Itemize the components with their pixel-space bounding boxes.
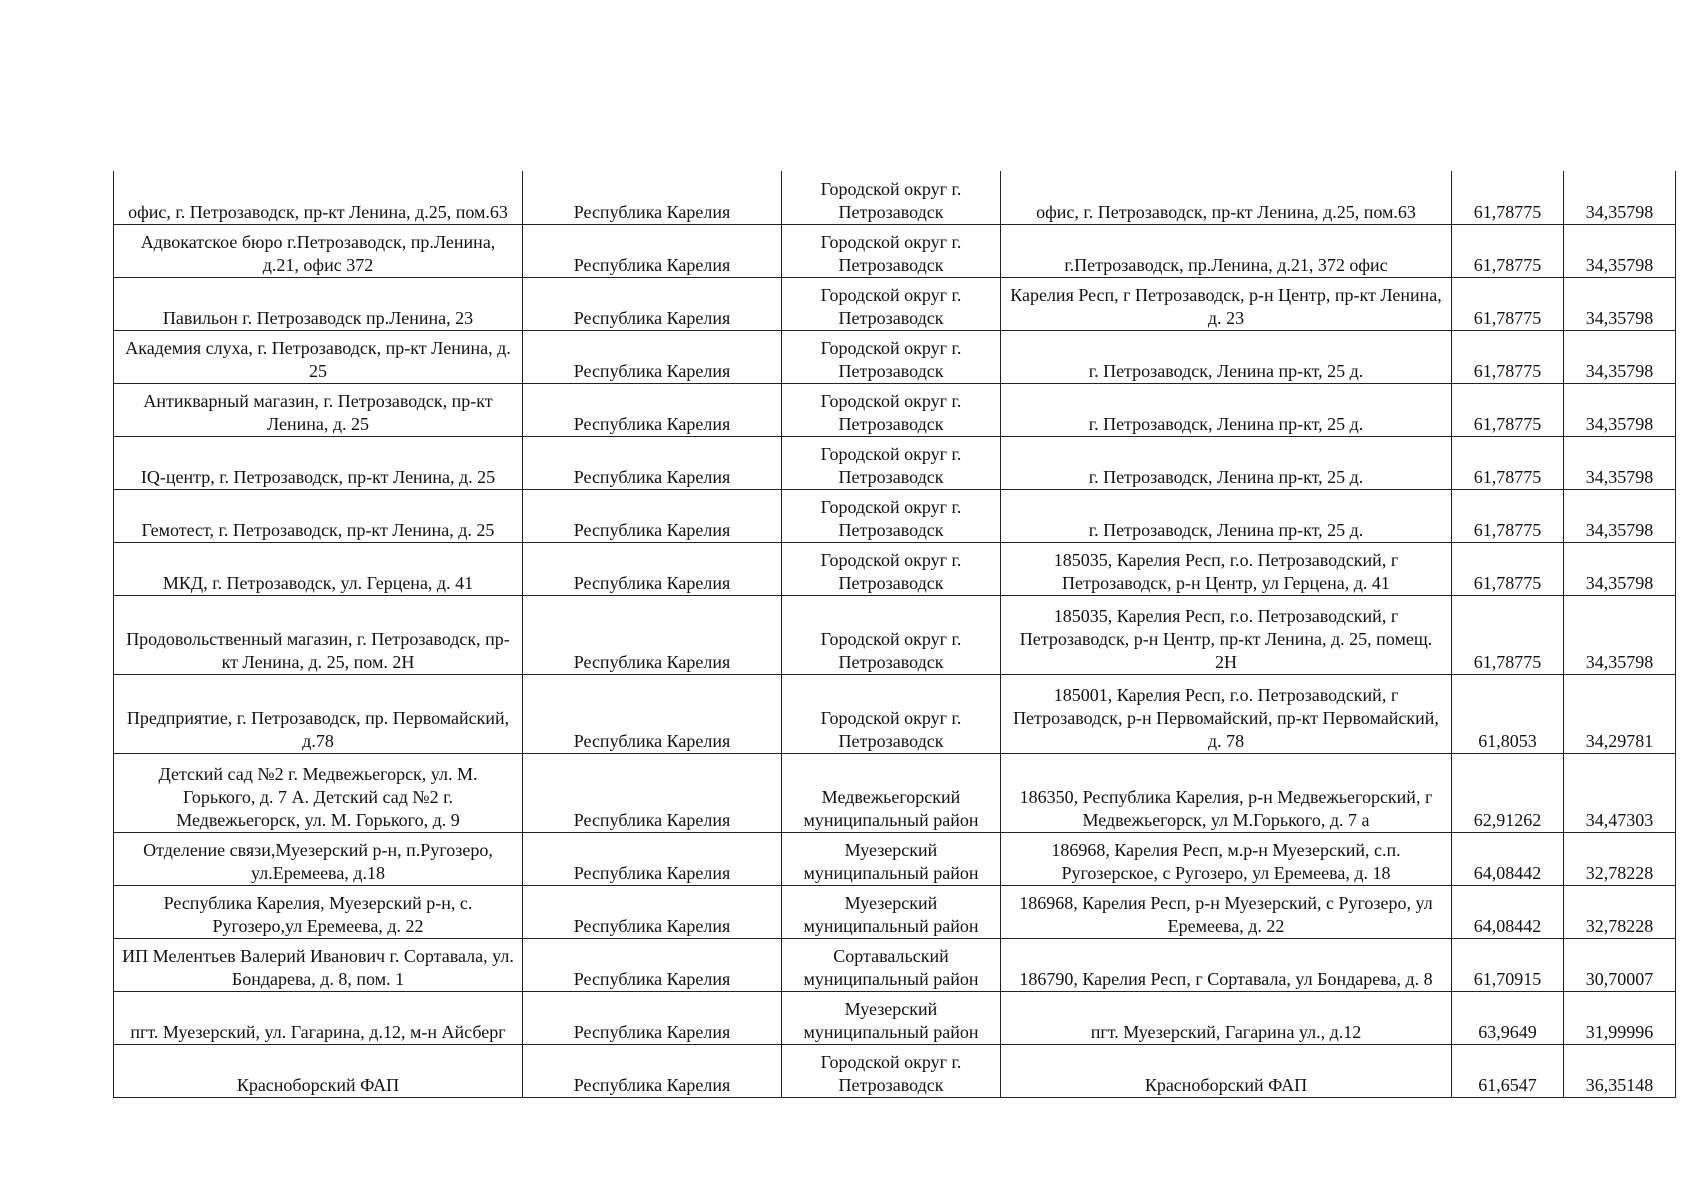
cell-name: Красноборский ФАП xyxy=(114,1044,523,1097)
table-row xyxy=(114,674,1676,753)
cell-name: Антикварный магазин, г. Петрозаводск, пр-кт Ленина, д. 25 xyxy=(114,383,523,436)
cell-name: Продовольственный магазин, г. Петрозаводск, пр-кт Ленина, д. 25, пом. 2Н xyxy=(114,595,523,674)
cell-region: Республика Карелия xyxy=(523,277,782,330)
cell-region: Республика Карелия xyxy=(523,489,782,542)
cell-latitude: 61,78775 xyxy=(1452,489,1564,542)
cell-longitude: 34,35798 xyxy=(1564,277,1676,330)
cell-latitude: 62,91262 xyxy=(1452,753,1564,832)
cell-address: 185035, Карелия Респ, г.о. Петрозаводский, г Петрозаводск, р-н Центр, пр-кт Ленина, д. 25, помещ. 2Н xyxy=(1001,595,1452,674)
table-row xyxy=(114,1044,1676,1097)
cell-district: Муезерский муниципальный район xyxy=(782,885,1001,938)
cell-region: Республика Карелия xyxy=(523,595,782,674)
cell-district: Городской округ г. Петрозаводск xyxy=(782,436,1001,489)
cell-region: Республика Карелия xyxy=(523,436,782,489)
table-row xyxy=(114,330,1676,383)
cell-region: Республика Карелия xyxy=(523,991,782,1044)
cell-name: Детский сад №2 г. Медвежьегорск, ул. М. Горького, д. 7 А. Детский сад №2 г. Медвежьегорск, ул. М. Горького, д. 9 xyxy=(114,753,523,832)
cell-address: 185035, Карелия Респ, г.о. Петрозаводский, г Петрозаводск, р-н Центр, ул Герцена, д. 41 xyxy=(1001,542,1452,595)
cell-longitude: 32,78228 xyxy=(1564,885,1676,938)
cell-address: 186968, Карелия Респ, р-н Муезерский, с Ругозеро, ул Еремеева, д. 22 xyxy=(1001,885,1452,938)
cell-region: Республика Карелия xyxy=(523,224,782,277)
cell-district: Городской округ г. Петрозаводск xyxy=(782,171,1001,224)
cell-latitude: 61,78775 xyxy=(1452,277,1564,330)
cell-longitude: 36,35148 xyxy=(1564,1044,1676,1097)
cell-name: Предприятие, г. Петрозаводск, пр. Первомайский, д.78 xyxy=(114,674,523,753)
cell-name: Республика Карелия, Муезерский р-н, с. Ругозеро,ул Еремеева, д. 22 xyxy=(114,885,523,938)
table-row xyxy=(114,542,1676,595)
cell-longitude: 31,99996 xyxy=(1564,991,1676,1044)
table-row xyxy=(114,885,1676,938)
cell-address: 186350, Республика Карелия, р-н Медвежьегорский, г Медвежьегорск, ул М.Горького, д. 7 а xyxy=(1001,753,1452,832)
table-row xyxy=(114,436,1676,489)
cell-address: 186968, Карелия Респ, м.р-н Муезерский, с.п. Ругозерское, с Ругозеро, ул Еремеева, д. 18 xyxy=(1001,832,1452,885)
table-row xyxy=(114,383,1676,436)
cell-district: Городской округ г. Петрозаводск xyxy=(782,1044,1001,1097)
cell-region: Республика Карелия xyxy=(523,674,782,753)
cell-latitude: 61,78775 xyxy=(1452,436,1564,489)
table-row xyxy=(114,595,1676,674)
cell-name: IQ-центр, г. Петрозаводск, пр-кт Ленина, д. 25 xyxy=(114,436,523,489)
cell-longitude: 34,29781 xyxy=(1564,674,1676,753)
cell-district: Муезерский муниципальный район xyxy=(782,991,1001,1044)
cell-latitude: 61,78775 xyxy=(1452,383,1564,436)
cell-district: Медвежьегорский муниципальный район xyxy=(782,753,1001,832)
cell-address: г. Петрозаводск, Ленина пр-кт, 25 д. xyxy=(1001,436,1452,489)
cell-district: Городской округ г. Петрозаводск xyxy=(782,277,1001,330)
cell-name: ИП Мелентьев Валерий Иванович г. Сортавала, ул. Бондарева, д. 8, пом. 1 xyxy=(114,938,523,991)
cell-district: Городской округ г. Петрозаводск xyxy=(782,595,1001,674)
cell-region: Республика Карелия xyxy=(523,542,782,595)
cell-latitude: 61,78775 xyxy=(1452,224,1564,277)
cell-district: Городской округ г. Петрозаводск xyxy=(782,224,1001,277)
cell-address: офис, г. Петрозаводск, пр-кт Ленина, д.25, пом.63 xyxy=(1001,171,1452,224)
table-row xyxy=(114,753,1676,832)
cell-district: Городской округ г. Петрозаводск xyxy=(782,674,1001,753)
cell-latitude: 64,08442 xyxy=(1452,832,1564,885)
cell-latitude: 64,08442 xyxy=(1452,885,1564,938)
cell-address: пгт. Муезерский, Гагарина ул., д.12 xyxy=(1001,991,1452,1044)
cell-district: Городской округ г. Петрозаводск xyxy=(782,489,1001,542)
cell-longitude: 34,35798 xyxy=(1564,436,1676,489)
cell-name: пгт. Муезерский, ул. Гагарина, д.12, м-н Айсберг xyxy=(114,991,523,1044)
cell-name: офис, г. Петрозаводск, пр-кт Ленина, д.25, пом.63 xyxy=(114,171,523,224)
cell-longitude: 30,70007 xyxy=(1564,938,1676,991)
cell-district: Городской округ г. Петрозаводск xyxy=(782,383,1001,436)
cell-name: Адвокатское бюро г.Петрозаводск, пр.Ленина, д.21, офис 372 xyxy=(114,224,523,277)
cell-latitude: 61,6547 xyxy=(1452,1044,1564,1097)
cell-longitude: 32,78228 xyxy=(1564,832,1676,885)
cell-name: Павильон г. Петрозаводск пр.Ленина, 23 xyxy=(114,277,523,330)
cell-address: г. Петрозаводск, Ленина пр-кт, 25 д. xyxy=(1001,383,1452,436)
table-row xyxy=(114,489,1676,542)
cell-address: Красноборский ФАП xyxy=(1001,1044,1452,1097)
cell-region: Республика Карелия xyxy=(523,171,782,224)
table-row xyxy=(114,991,1676,1044)
cell-name: Академия слуха, г. Петрозаводск, пр-кт Ленина, д. 25 xyxy=(114,330,523,383)
cell-longitude: 34,35798 xyxy=(1564,383,1676,436)
cell-longitude: 34,35798 xyxy=(1564,595,1676,674)
cell-longitude: 34,35798 xyxy=(1564,171,1676,224)
table-row xyxy=(114,171,1676,224)
cell-latitude: 61,8053 xyxy=(1452,674,1564,753)
cell-region: Республика Карелия xyxy=(523,383,782,436)
cell-latitude: 61,78775 xyxy=(1452,542,1564,595)
cell-name: МКД, г. Петрозаводск, ул. Герцена, д. 41 xyxy=(114,542,523,595)
cell-address: г.Петрозаводск, пр.Ленина, д.21, 372 офис xyxy=(1001,224,1452,277)
cell-region: Республика Карелия xyxy=(523,832,782,885)
table-row xyxy=(114,224,1676,277)
cell-region: Республика Карелия xyxy=(523,1044,782,1097)
cell-address: 186790, Карелия Респ, г Сортавала, ул Бондарева, д. 8 xyxy=(1001,938,1452,991)
cell-region: Республика Карелия xyxy=(523,753,782,832)
cell-longitude: 34,35798 xyxy=(1564,224,1676,277)
cell-address: г. Петрозаводск, Ленина пр-кт, 25 д. xyxy=(1001,489,1452,542)
cell-region: Республика Карелия xyxy=(523,885,782,938)
cell-latitude: 61,78775 xyxy=(1452,171,1564,224)
cell-address: Карелия Респ, г Петрозаводск, р-н Центр, пр-кт Ленина, д. 23 xyxy=(1001,277,1452,330)
address-table xyxy=(113,171,1676,1098)
table-row xyxy=(114,832,1676,885)
cell-name: Гемотест, г. Петрозаводск, пр-кт Ленина, д. 25 xyxy=(114,489,523,542)
cell-region: Республика Карелия xyxy=(523,330,782,383)
cell-longitude: 34,35798 xyxy=(1564,489,1676,542)
cell-longitude: 34,35798 xyxy=(1564,542,1676,595)
cell-latitude: 61,70915 xyxy=(1452,938,1564,991)
cell-district: Городской округ г. Петрозаводск xyxy=(782,330,1001,383)
cell-latitude: 61,78775 xyxy=(1452,595,1564,674)
cell-district: Муезерский муниципальный район xyxy=(782,832,1001,885)
cell-longitude: 34,35798 xyxy=(1564,330,1676,383)
cell-name: Отделение связи,Муезерский р-н, п.Ругозеро, ул.Еремеева, д.18 xyxy=(114,832,523,885)
table-row xyxy=(114,277,1676,330)
cell-address: 185001, Карелия Респ, г.о. Петрозаводский, г Петрозаводск, р-н Первомайский, пр-кт Первомайский, д. 78 xyxy=(1001,674,1452,753)
cell-latitude: 61,78775 xyxy=(1452,330,1564,383)
table-body xyxy=(114,171,1676,1097)
table-row xyxy=(114,938,1676,991)
cell-region: Республика Карелия xyxy=(523,938,782,991)
cell-latitude: 63,9649 xyxy=(1452,991,1564,1044)
cell-district: Сортавальский муниципальный район xyxy=(782,938,1001,991)
cell-longitude: 34,47303 xyxy=(1564,753,1676,832)
cell-district: Городской округ г. Петрозаводск xyxy=(782,542,1001,595)
cell-address: г. Петрозаводск, Ленина пр-кт, 25 д. xyxy=(1001,330,1452,383)
